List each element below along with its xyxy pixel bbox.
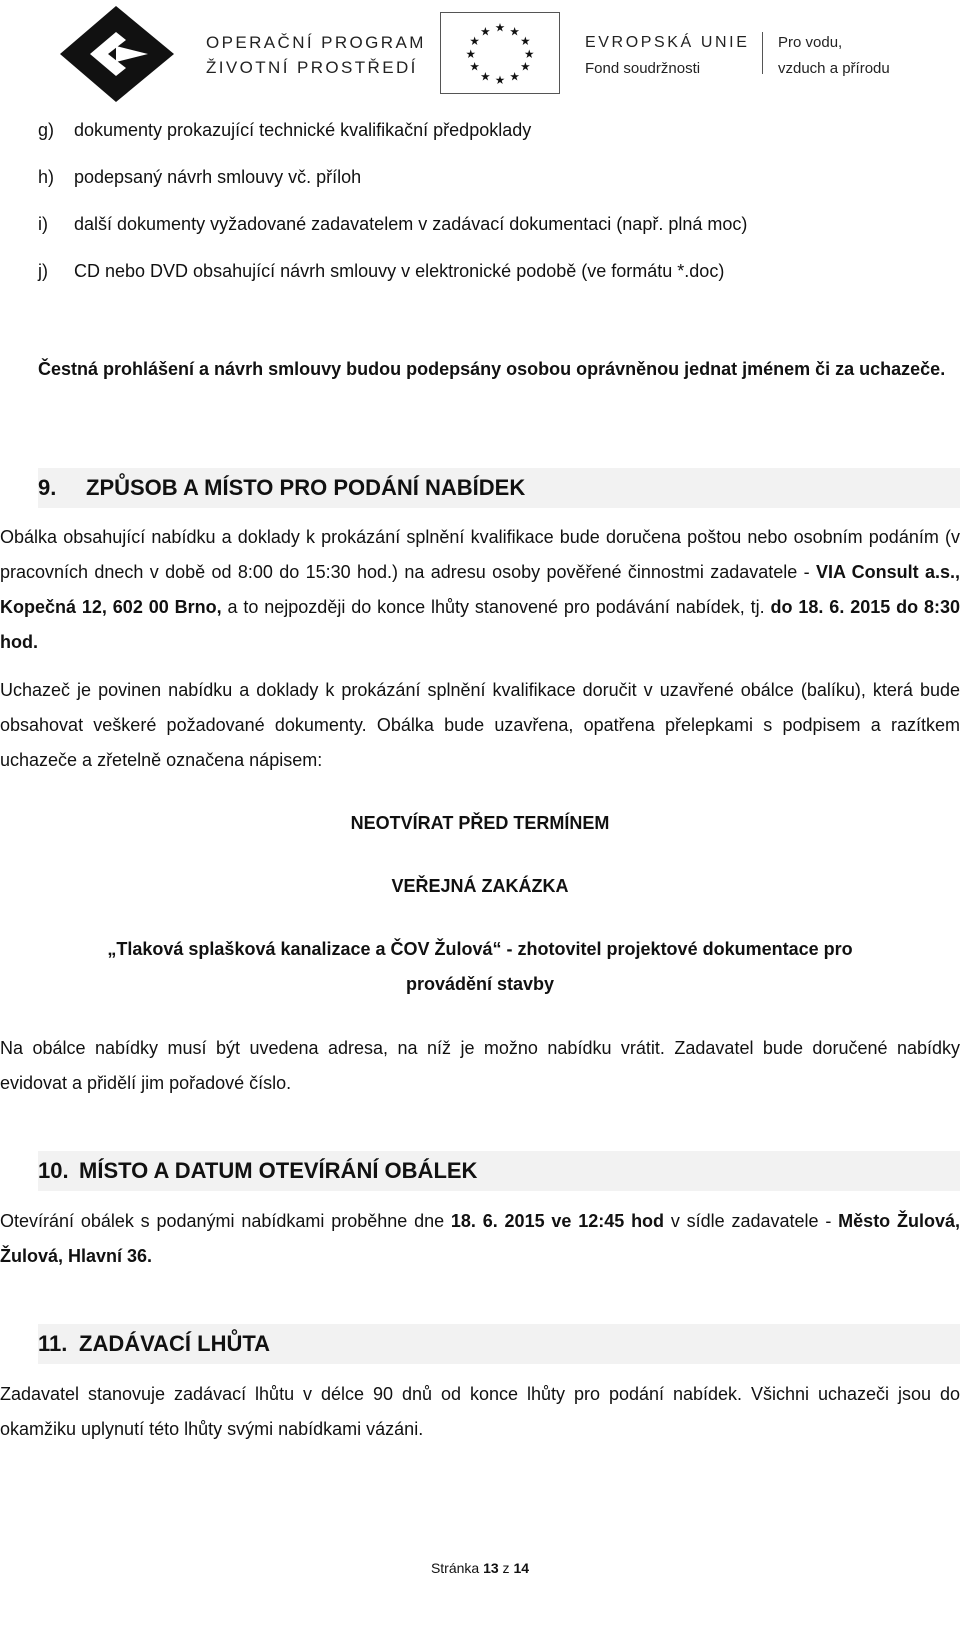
list-item (38, 118, 918, 165)
envelope-marking-3 (0, 932, 960, 1002)
section-9-paragraph-3: Na obálce nabídky musí být uvedena adresa, na níž je možno nabídku vrátit. Zadavatel bude doručené nabídky evidovat a přidělí jim pořadové číslo. (0, 1038, 960, 1093)
svg-text:★: ★ (520, 59, 531, 74)
paragraph-text: Otevírání obálek s podanými nabídkami proběhne dne (0, 1211, 451, 1231)
list-item-text: podepsaný návrh smlouvy vč. příloh (74, 167, 362, 187)
slogan-line1: Pro vodu, (778, 34, 843, 51)
svg-text:★: ★ (509, 69, 520, 84)
svg-text:★: ★ (469, 34, 480, 49)
svg-text:★: ★ (465, 46, 476, 61)
footer-middle: z (498, 1560, 514, 1576)
svg-text:★: ★ (509, 24, 520, 39)
section-number: 9. (38, 475, 57, 500)
section-title: ZADÁVACÍ LHŮTA (79, 1331, 271, 1356)
opening-place: Město Žulová, Žulová, Hlavní 36. (0, 1211, 960, 1266)
section-title: MÍSTO A DATUM OTEVÍRÁNÍ OBÁLEK (79, 1158, 478, 1183)
project-name-line1: „Tlaková splašková kanalizace a ČOV Žulová“ - zhotovitel projektové dokumentace pro (107, 939, 853, 959)
document-list (38, 118, 918, 306)
list-item-label: g) (38, 120, 55, 140)
list-item-label: i) (38, 214, 48, 234)
section-9-paragraph-1 (0, 520, 960, 660)
paragraph-text: v sídle zadavatele - (664, 1211, 839, 1231)
eu-flag-icon (440, 12, 560, 94)
list-item-text: dokumenty prokazující technické kvalifikační předpoklady (74, 120, 532, 140)
page-header (0, 0, 960, 110)
current-page: 13 (483, 1560, 499, 1576)
svg-text:★: ★ (480, 24, 491, 39)
svg-text:★: ★ (524, 46, 535, 61)
svg-text:★: ★ (520, 34, 531, 49)
project-name-line2: provádění stavby (405, 974, 555, 994)
svg-text:★: ★ (480, 69, 491, 84)
list-item (38, 259, 918, 306)
opening-date: 18. 6. 2015 ve 12:45 hod (450, 1211, 665, 1231)
list-item (38, 165, 918, 212)
svg-text:★: ★ (494, 73, 506, 88)
section-number: 11. (38, 1331, 68, 1356)
submission-deadline: do 18. 6. 2015 do 8:30 hod. (0, 597, 960, 652)
header-divider (762, 32, 763, 74)
section-number: 10. (38, 1158, 69, 1183)
contractor-address: VIA Consult a.s., Kopečná 12, 602 00 Brno, (0, 562, 960, 617)
signature-note: Čestná prohlášení a návrh smlouvy budou podepsány osobou oprávněnou jednat jménem či za uchazeče. (38, 359, 946, 379)
svg-text:★: ★ (469, 59, 480, 74)
paragraph-text: a to nejpozději do konce lhůty stanovené pro podávání nabídek, tj. (221, 597, 771, 617)
page-footer (0, 1560, 960, 1576)
section-9-paragraph-2: Uchazeč je povinen nabídku a doklady k prokázání splnění kvalifikace doručit v uzavřené obálce (balíku), která bude obsahovat veškeré požadované dokumenty. Obálka bude uzavřena, opatřena přelepkami s podpisem a razítkem uchazeče a zřetelně označena nápisem: (0, 680, 960, 770)
section-11-heading (38, 1324, 960, 1364)
envelope-marking-1: NEOTVÍRAT PŘED TERMÍNEM (350, 813, 610, 833)
svg-text:★: ★ (494, 20, 506, 35)
program-line2: ŽIVOTNÍ PROSTŘEDÍ (206, 58, 418, 77)
section-10-heading (38, 1151, 960, 1191)
eu-line1: EVROPSKÁ UNIE (585, 34, 750, 51)
opzp-logo-icon (56, 4, 178, 102)
list-item-text: další dokumenty vyžadované zadavatelem v zadávací dokumentaci (např. plná moc) (74, 214, 748, 234)
section-10-paragraph (0, 1204, 960, 1274)
list-item-label: j) (38, 261, 48, 281)
section-9-heading (38, 468, 960, 508)
list-item-text: CD nebo DVD obsahující návrh smlouvy v elektronické podobě (ve formátu *.doc) (74, 261, 725, 281)
paragraph-text: Obálka obsahující nabídku a doklady k prokázání splnění kvalifikace bude doručena poštou nebo osobním podáním (v pracovních dnech v době od 8:00 do 15:30 hod.) na adresu osoby pověřené činnostmi zadavatele - (0, 527, 960, 582)
total-pages: 14 (513, 1560, 530, 1576)
section-11-paragraph: Zadavatel stanovuje zadávací lhůtu v délce 90 dnů od konce lhůty pro podání nabídek. Všichni uchazeči jsou do okamžiku uplynutí této lhůty svými nabídkami vázáni. (0, 1384, 960, 1439)
eu-line2: Fond soudržnosti (585, 60, 701, 77)
footer-prefix: Stránka (430, 1560, 484, 1576)
program-line1: OPERAČNÍ PROGRAM (206, 33, 426, 52)
list-item (38, 212, 918, 259)
slogan-line2: vzduch a přírodu (778, 60, 890, 77)
envelope-marking-2: VEŘEJNÁ ZAKÁZKA (391, 876, 569, 896)
list-item-label: h) (38, 167, 55, 187)
section-title: ZPŮSOB A MÍSTO PRO PODÁNÍ NABÍDEK (86, 475, 526, 500)
slogan (778, 30, 890, 82)
program-name (206, 30, 426, 80)
eu-label (585, 30, 750, 82)
